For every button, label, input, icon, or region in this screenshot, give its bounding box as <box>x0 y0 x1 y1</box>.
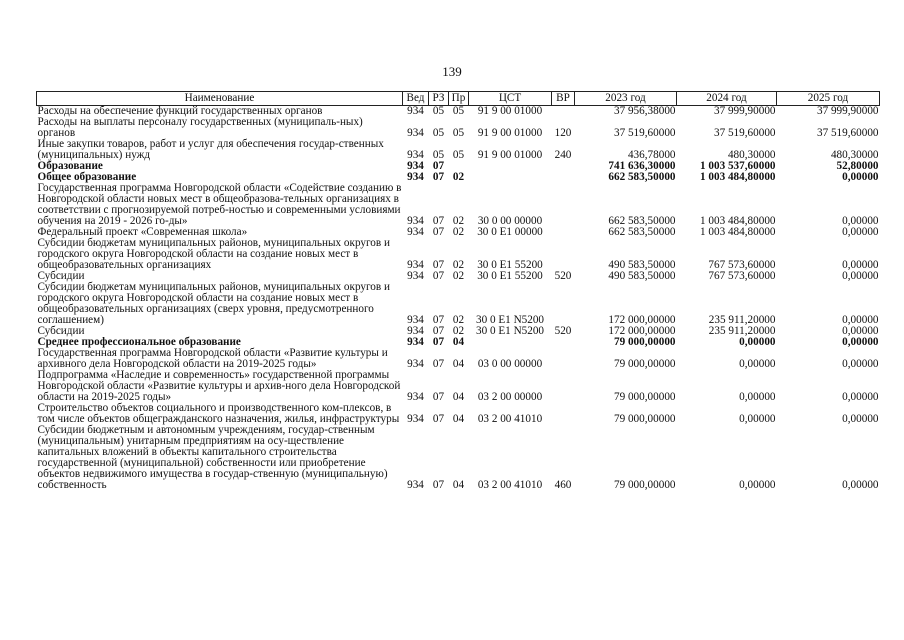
row-rz: 07 <box>432 325 445 337</box>
row-2025: 0,00000 <box>842 325 879 337</box>
row-ved: 934 <box>407 259 424 271</box>
row-pr: 05 <box>452 149 465 161</box>
row-ved: 934 <box>407 149 424 161</box>
row-2023: 37 956,38000 <box>613 105 676 117</box>
row-cst: 03 2 00 00000 <box>477 391 543 403</box>
row-2023: 490 583,50000 <box>608 270 676 282</box>
row-2024: 0,00000 <box>739 413 776 425</box>
row-rz: 07 <box>432 215 445 227</box>
row-rz: 07 <box>432 270 445 282</box>
row-rz: 05 <box>432 127 445 139</box>
row-cst: 03 0 00 00000 <box>477 358 543 370</box>
row-name: Субсидии бюджетам муниципальных районов, муниципальных округов и городского округа Новгородской области на создание новых мест в общеобразовательных организациях (сверх уровня, предусмотренного соглашением) <box>37 281 390 326</box>
row-vr: 520 <box>554 270 572 282</box>
row-2024: 235 911,20000 <box>708 325 776 337</box>
header-pr: Пр <box>449 92 469 106</box>
row-ved: 934 <box>407 391 424 403</box>
row-name: Субсидии бюджетным и автономным учреждениям, государ-ственным (муниципальным) унитарным предприятиям на осу-ществление капитальных вложений в объекты капитального строительства государственной (муниципальной) собственности или приобретение объектов недвижимого имущества в государ-ственную (муниципальную) собственность <box>37 424 388 491</box>
row-2023: 662 583,50000 <box>608 215 676 227</box>
row-rz: 07 <box>432 171 445 183</box>
page-number: 139 <box>442 64 462 79</box>
row-2025: 0,00000 <box>842 259 879 271</box>
header-vr: ВР <box>552 92 575 106</box>
row-2024: 1 003 484,80000 <box>699 171 776 183</box>
row-2024: 1 003 537,60000 <box>699 160 776 172</box>
row-2025: 0,00000 <box>842 336 879 348</box>
table-row <box>37 282 880 326</box>
row-vr <box>552 403 575 425</box>
row-pr: 05 <box>452 105 465 117</box>
row-pr: 02 <box>452 259 465 271</box>
row-rz: 05 <box>432 105 445 117</box>
row-rz: 07 <box>432 160 445 172</box>
row-2025: 37 999,90000 <box>816 105 879 117</box>
row-cst: 91 9 00 01000 <box>477 105 543 117</box>
row-vr <box>552 370 575 403</box>
row-pr: 02 <box>452 325 465 337</box>
row-2023: 37 519,60000 <box>613 127 676 139</box>
row-vr <box>552 337 575 348</box>
row-cst <box>469 337 552 348</box>
row-rz: 05 <box>432 149 445 161</box>
row-ved: 934 <box>407 171 424 183</box>
row-pr: 04 <box>452 391 465 403</box>
row-ved: 934 <box>407 336 424 348</box>
row-vr <box>552 183 575 227</box>
row-cst: 03 2 00 41010 <box>477 479 543 491</box>
table-header-row <box>37 92 880 106</box>
row-name: Иные закупки товаров, работ и услуг для обеспечения государ-ственных (муниципальных) нужд <box>37 138 384 161</box>
table-row <box>37 348 880 370</box>
row-rz: 07 <box>432 259 445 271</box>
header-2023: 2023 год <box>575 92 677 106</box>
row-vr <box>552 238 575 271</box>
row-vr: 240 <box>554 149 572 161</box>
row-2023: 490 583,50000 <box>608 259 676 271</box>
row-ved: 934 <box>407 160 424 172</box>
row-ved: 934 <box>407 325 424 337</box>
row-cst: 91 9 00 01000 <box>477 127 543 139</box>
row-name: Расходы на обеспечение функций государственных органов <box>37 105 323 117</box>
row-2023: 741 636,30000 <box>608 160 676 172</box>
row-ved: 934 <box>407 358 424 370</box>
row-name: Общее образование <box>37 171 137 183</box>
row-pr: 04 <box>452 358 465 370</box>
row-name: Среднее профессиональное образование <box>37 336 241 348</box>
row-ved: 934 <box>407 270 424 282</box>
row-ved: 934 <box>407 215 424 227</box>
row-vr: 460 <box>554 479 572 491</box>
row-2024: 0,00000 <box>739 391 776 403</box>
row-ved: 934 <box>407 413 424 425</box>
row-name: Государственная программа Новгородской области «Содействие созданию в Новгородской области новых мест в общеобразова-тельных организациях в соответствии с прогнозируемой потреб-ностью и современными условиями обучения на 2019 - 2026 го-ды» <box>37 182 402 227</box>
row-2025: 0,00000 <box>842 391 879 403</box>
row-vr <box>552 161 575 172</box>
row-rz: 07 <box>432 479 445 491</box>
row-name: Федеральный проект «Современная школа» <box>37 226 248 238</box>
row-ved: 934 <box>407 105 424 117</box>
row-2025: 0,00000 <box>842 479 879 491</box>
row-pr: 02 <box>452 270 465 282</box>
row-name: Расходы на выплаты персоналу государственных (муниципаль-ных) органов <box>37 116 363 139</box>
row-ved: 934 <box>407 127 424 139</box>
row-rz: 07 <box>432 391 445 403</box>
row-pr: 04 <box>452 336 465 348</box>
row-2024: 0,00000 <box>739 336 776 348</box>
row-2023: 172 000,00000 <box>608 325 676 337</box>
row-cst <box>469 161 552 172</box>
header-2024: 2024 год <box>677 92 777 106</box>
table-body <box>37 106 880 492</box>
row-name: Образование <box>37 160 103 172</box>
row-2023: 79 000,00000 <box>613 479 676 491</box>
row-cst: 30 0 E1 55200 <box>477 259 543 271</box>
row-pr: 02 <box>452 226 465 238</box>
row-pr: 04 <box>452 479 465 491</box>
table-row <box>37 238 880 271</box>
row-2024: 1 003 484,80000 <box>699 226 776 238</box>
row-name: Строительство объектов социального и производственного ком-плексов, в том числе объектов общегражданского назначения, жилья, инфраструктуры <box>37 402 400 425</box>
row-pr: 02 <box>452 215 465 227</box>
row-rz: 07 <box>432 226 445 238</box>
row-2024: 0,00000 <box>739 358 776 370</box>
row-2023: 79 000,00000 <box>613 336 676 348</box>
row-2025: 0,00000 <box>842 270 879 282</box>
header-name: Наименование <box>37 92 403 106</box>
row-2024: 0,00000 <box>739 479 776 491</box>
row-vr: 520 <box>554 325 572 337</box>
row-vr <box>552 172 575 183</box>
row-rz: 07 <box>432 413 445 425</box>
row-rz: 07 <box>432 314 445 326</box>
row-2024: 37 519,60000 <box>713 127 776 139</box>
row-name: Государственная программа Новгородской области «Развитие культуры и архивного дела Новгородской области на 2019-2025 годы» <box>37 347 388 370</box>
row-2023: 172 000,00000 <box>608 314 676 326</box>
row-ved: 934 <box>407 226 424 238</box>
table-row <box>37 403 880 425</box>
row-cst: 30 0 E1 N5200 <box>475 325 545 337</box>
row-pr: 02 <box>452 314 465 326</box>
header-2025: 2025 год <box>777 92 880 106</box>
row-2023: 662 583,50000 <box>608 226 676 238</box>
row-2024: 480,30000 <box>727 149 776 161</box>
row-rz: 07 <box>432 358 445 370</box>
row-2023: 79 000,00000 <box>613 391 676 403</box>
row-rz: 07 <box>432 336 445 348</box>
row-vr <box>552 348 575 370</box>
row-cst: 30 0 00 00000 <box>477 215 543 227</box>
row-2025: 0,00000 <box>842 215 879 227</box>
row-vr: 120 <box>554 127 572 139</box>
row-cst: 03 2 00 41010 <box>477 413 543 425</box>
row-pr: 04 <box>452 413 465 425</box>
row-ved: 934 <box>407 314 424 326</box>
row-cst: 30 0 E1 N5200 <box>475 314 545 326</box>
row-pr: 02 <box>452 171 465 183</box>
row-2024: 37 999,90000 <box>713 105 776 117</box>
row-name: Субсидии бюджетам муниципальных районов, муниципальных округов и городского округа Новгородской области на создание новых мест в общеобразовательных организациях <box>37 237 390 271</box>
row-2025: 52,80000 <box>836 160 879 172</box>
row-name: Субсидии <box>37 325 85 337</box>
row-2025: 480,30000 <box>830 149 879 161</box>
row-pr: 05 <box>452 127 465 139</box>
row-vr <box>552 282 575 326</box>
row-2025: 0,00000 <box>842 171 879 183</box>
row-vr <box>552 106 575 118</box>
row-cst <box>469 172 552 183</box>
row-2023: 662 583,50000 <box>608 171 676 183</box>
row-2024: 1 003 484,80000 <box>699 215 776 227</box>
table-row <box>37 117 880 139</box>
row-2023: 436,78000 <box>627 149 676 161</box>
row-2024: 767 573,60000 <box>708 259 776 271</box>
table-row <box>37 183 880 227</box>
header-ved: Вед <box>403 92 429 106</box>
row-2025: 0,00000 <box>842 226 879 238</box>
row-ved: 934 <box>407 479 424 491</box>
row-2025: 0,00000 <box>842 314 879 326</box>
header-rz: РЗ <box>429 92 449 106</box>
table-row <box>37 425 880 491</box>
row-cst: 91 9 00 01000 <box>477 149 543 161</box>
table-row <box>37 139 880 161</box>
row-2025: 0,00000 <box>842 358 879 370</box>
row-2025: 0,00000 <box>842 413 879 425</box>
row-name: Подпрограмма «Наследие и современность» государственной программы Новгородской области «Развитие культуры и архив-ного дела Новгородской области на 2019-2025 годы» <box>37 369 401 403</box>
row-2024: 235 911,20000 <box>708 314 776 326</box>
table-row <box>37 370 880 403</box>
budget-table <box>36 91 880 491</box>
header-cst: ЦСТ <box>469 92 552 106</box>
row-2024: 767 573,60000 <box>708 270 776 282</box>
row-vr <box>552 227 575 238</box>
row-2023: 79 000,00000 <box>613 358 676 370</box>
row-2023: 79 000,00000 <box>613 413 676 425</box>
row-2025: 37 519,60000 <box>816 127 879 139</box>
row-name: Субсидии <box>37 270 85 282</box>
row-cst: 30 0 E1 00000 <box>477 226 543 238</box>
row-cst: 30 0 E1 55200 <box>477 270 543 282</box>
